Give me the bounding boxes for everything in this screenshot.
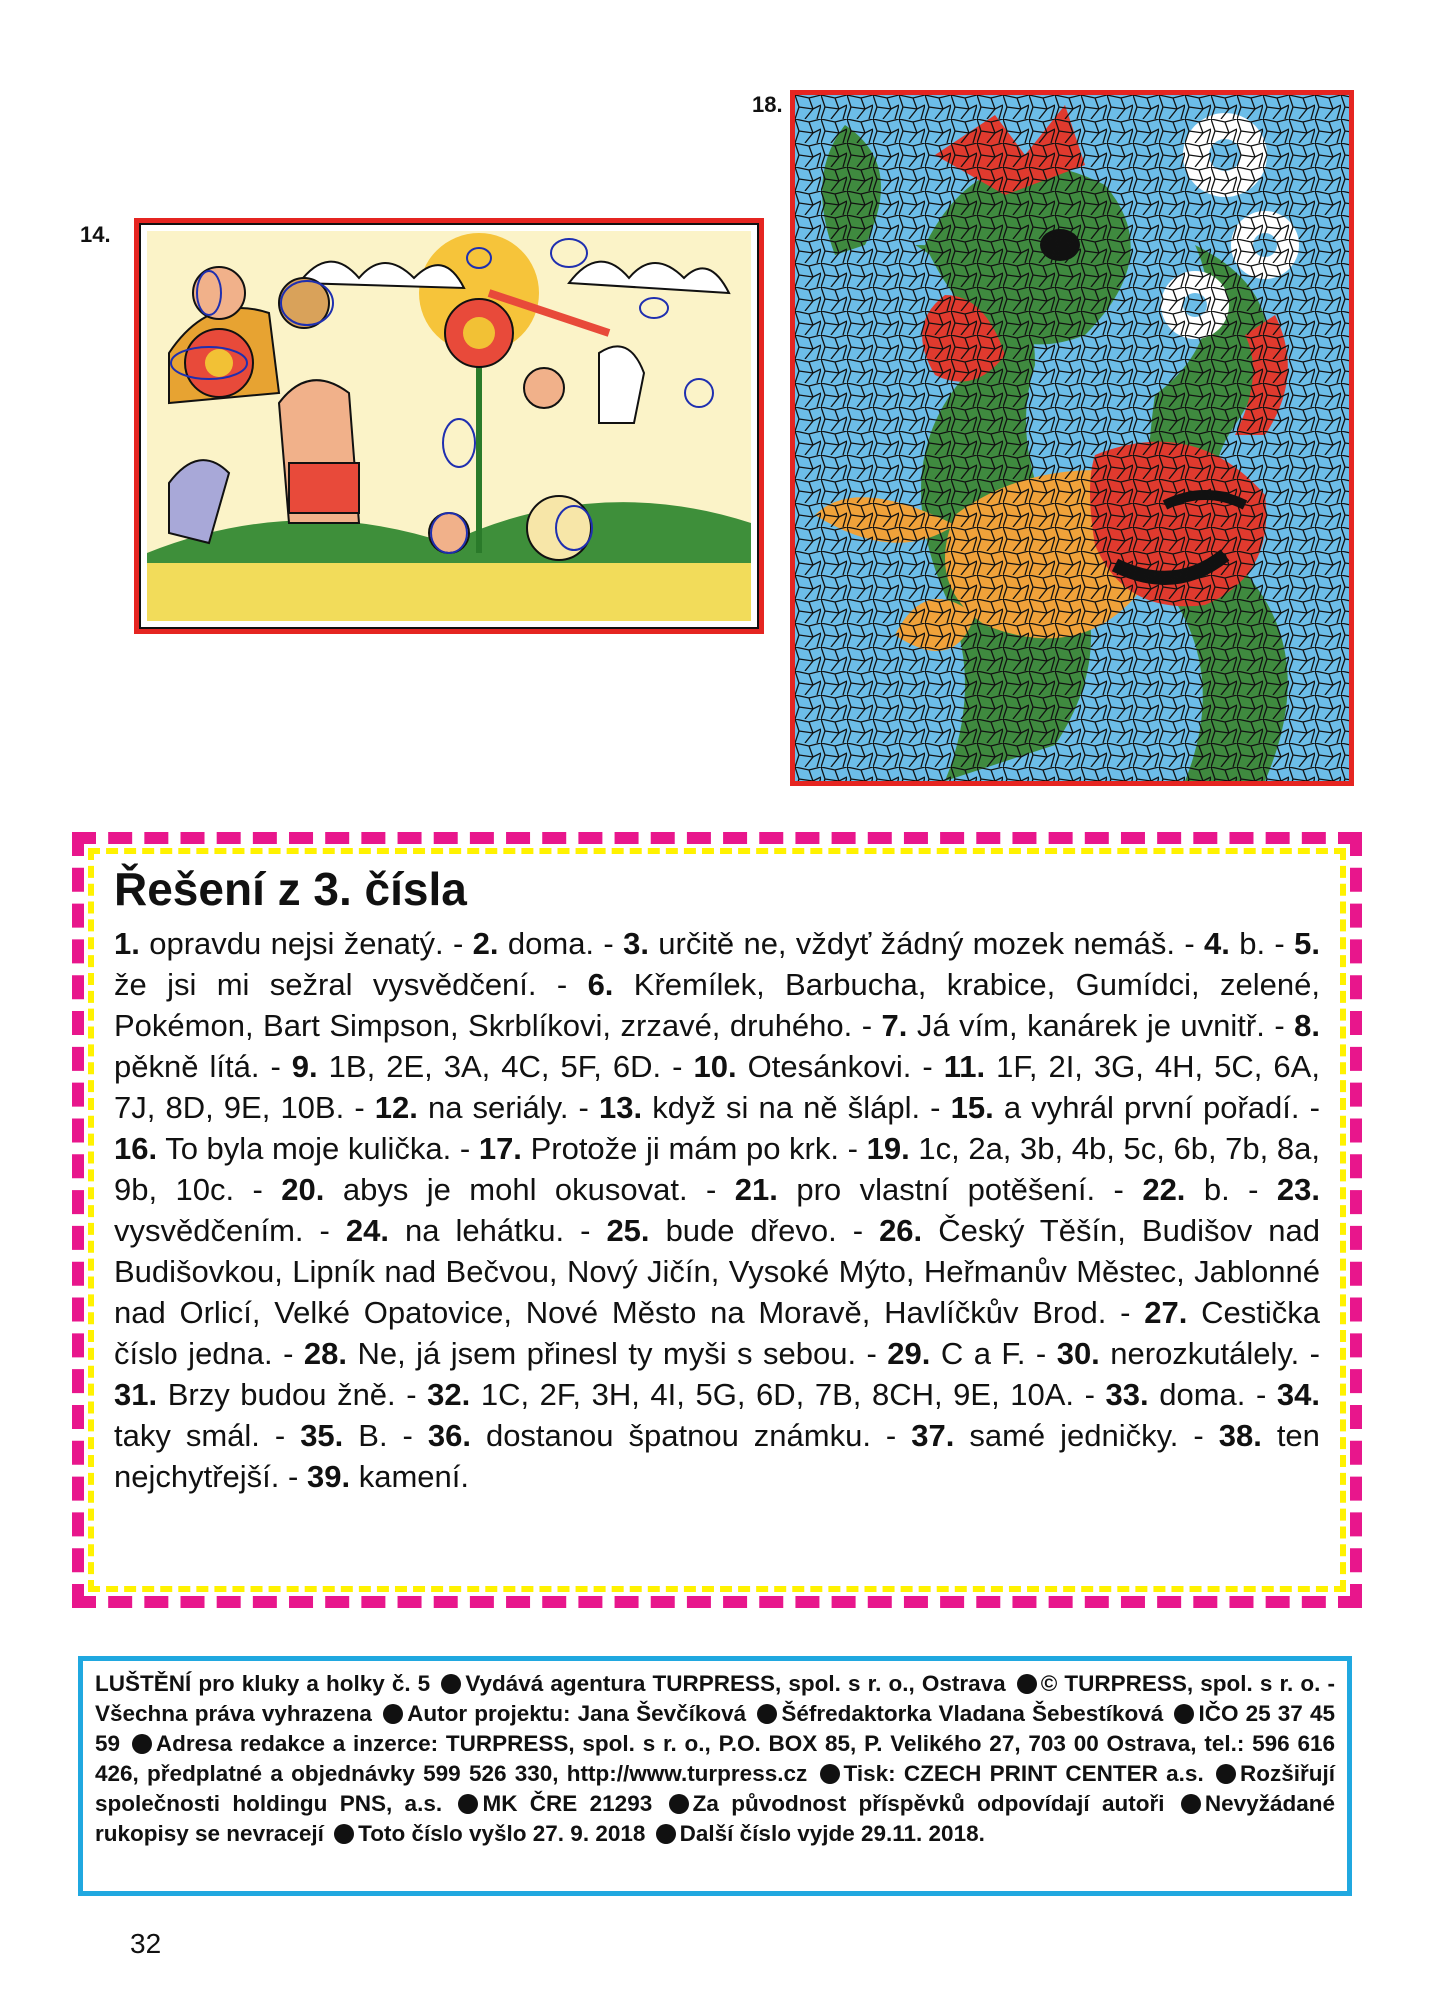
solution-answer: ten nejchytřejší. - bbox=[114, 1417, 1320, 1494]
solution-answer: na lehátku. - bbox=[405, 1212, 591, 1248]
bullet-dot-icon bbox=[132, 1734, 152, 1754]
bullet-dot-icon bbox=[757, 1704, 777, 1724]
solution-number: 32. bbox=[427, 1376, 471, 1412]
solution-number: 31. bbox=[114, 1376, 158, 1412]
bullet-dot-icon bbox=[458, 1794, 478, 1814]
imprint-item: Tisk: CZECH PRINT CENTER a.s. bbox=[843, 1761, 1204, 1786]
solution-answer: pro vlastní potěšení. - bbox=[796, 1171, 1124, 1207]
solutions-box bbox=[72, 832, 1362, 1608]
solution-answer: Ne, já jsem přinesl ty myši s sebou. - bbox=[357, 1335, 877, 1371]
solution-answer: C a F. - bbox=[940, 1335, 1047, 1371]
solution-number: 13. bbox=[598, 1089, 643, 1125]
imprint-item: Rozšiřují společnosti holdingu PNS, a.s. bbox=[95, 1761, 1335, 1816]
solution-number: 16. bbox=[114, 1130, 158, 1166]
imprint-item: Autor projektu: Jana Ševčíková bbox=[407, 1701, 747, 1726]
page-number: 32 bbox=[130, 1928, 162, 1959]
solution-number: 22. bbox=[1142, 1171, 1186, 1207]
solution-answer: nerozkutálely. - bbox=[1110, 1335, 1320, 1371]
solution-answer: Křemílek, Barbucha, krabice, Gumídci, zelené, Pokémon, Bart Simpson, Skrblíkovi, zrzavé, druhého. - bbox=[114, 966, 1320, 1043]
mosaic-illustration bbox=[795, 95, 1349, 781]
imprint-item: Další číslo vyjde 29.11. 2018. bbox=[679, 1821, 985, 1846]
solution-number: 19. bbox=[866, 1130, 910, 1166]
solution-number: 37. bbox=[911, 1417, 955, 1453]
solution-number: 29. bbox=[887, 1335, 931, 1371]
solution-number: 9. bbox=[291, 1048, 318, 1084]
imprint-item: MK ČRE 21293 bbox=[482, 1791, 653, 1816]
solution-answer: Otesánkovi. - bbox=[747, 1048, 933, 1084]
solution-number: 8. bbox=[1294, 1007, 1320, 1043]
bullet-dot-icon bbox=[1174, 1704, 1194, 1724]
solution-number: 34. bbox=[1276, 1376, 1320, 1412]
bullet-dot-icon bbox=[441, 1674, 461, 1694]
solution-answer: samé jedničky. - bbox=[969, 1417, 1204, 1453]
solution-answer: a vyhrál první pořadí. - bbox=[1003, 1089, 1320, 1125]
solution-answer: když si na ně šlápl. - bbox=[652, 1089, 941, 1125]
solution-answer: b. - bbox=[1203, 1171, 1259, 1207]
cartoon-scene-illustration bbox=[139, 223, 759, 629]
solution-number: 11. bbox=[943, 1048, 986, 1084]
figure-14-label: 14. bbox=[80, 222, 111, 247]
solution-answer: B. - bbox=[358, 1417, 413, 1453]
solution-number: 21. bbox=[734, 1171, 778, 1207]
solutions-text bbox=[114, 923, 1320, 1497]
solution-number: 4. bbox=[1204, 925, 1230, 961]
solution-answer: taky smál. - bbox=[114, 1417, 286, 1453]
solution-number: 10. bbox=[693, 1048, 737, 1084]
solution-answer: 1C, 2F, 3H, 4I, 5G, 6D, 7B, 8CH, 9E, 10A. - bbox=[480, 1376, 1095, 1412]
solution-number: 23. bbox=[1276, 1171, 1321, 1207]
solution-answer: doma. - bbox=[507, 925, 614, 961]
solutions-title: Řešení z 3. čísla bbox=[114, 863, 467, 915]
bullet-dot-icon bbox=[820, 1764, 840, 1784]
solution-number: 7. bbox=[881, 1007, 908, 1043]
solution-number: 27. bbox=[1144, 1294, 1188, 1330]
solution-number: 35. bbox=[300, 1417, 344, 1453]
imprint-item: Adresa redakce a inzerce: TURPRESS, spol. s r. o., P.O. BOX 85, P. Velikého 27, 703 00 Ostrava, tel.: 596 616 426, předplatné a objednávky 599 526 330, http://www.turpress.cz bbox=[95, 1731, 1335, 1786]
solution-answer: určitě ne, vždyť žádný mozek nemáš. - bbox=[658, 925, 1195, 961]
imprint-item: Toto číslo vyšlo 27. 9. 2018 bbox=[358, 1821, 646, 1846]
solution-answer: 1c, 2a, 3b, 4b, 5c, 6b, 7b, 8a, 9b, 10c. - bbox=[114, 1130, 1320, 1207]
bullet-dot-icon bbox=[656, 1824, 676, 1844]
figure-14-image bbox=[134, 218, 764, 634]
figure-18-label: 18. bbox=[752, 92, 783, 117]
solution-answer: pěkně lítá. - bbox=[114, 1048, 281, 1084]
solution-number: 30. bbox=[1056, 1335, 1100, 1371]
solution-answer: Cestička číslo jedna. - bbox=[114, 1294, 1320, 1371]
bullet-dot-icon bbox=[334, 1824, 354, 1844]
solution-number: 17. bbox=[478, 1130, 522, 1166]
solution-answer: Brzy budou žně. - bbox=[167, 1376, 417, 1412]
solution-answer: dostanou špatnou známku. - bbox=[485, 1417, 897, 1453]
imprint-item: Nevyžádané rukopisy se nevracejí bbox=[95, 1791, 1335, 1846]
solution-number: 25. bbox=[606, 1212, 650, 1248]
solution-number: 5. bbox=[1294, 925, 1320, 961]
imprint-box bbox=[78, 1656, 1352, 1896]
solution-number: 24. bbox=[345, 1212, 389, 1248]
bullet-dot-icon bbox=[669, 1794, 689, 1814]
bullet-dot-icon bbox=[1017, 1674, 1037, 1694]
solution-number: 3. bbox=[623, 925, 649, 961]
solution-answer: Český Těšín, Budišov nad Budišovkou, Lipník nad Bečvou, Nový Jičín, Vysoké Mýto, Heřmanův Městec, Jablonné nad Orlicí, Velké Opatovice, Nové Město na Moravě, Havlíčkův Brod. - bbox=[114, 1212, 1320, 1330]
solution-number: 20. bbox=[281, 1171, 325, 1207]
imprint-item: Za původnost příspěvků odpovídají autoři bbox=[692, 1791, 1165, 1816]
solution-answer: 1B, 2E, 3A, 4C, 5F, 6D. - bbox=[328, 1048, 683, 1084]
imprint-item: © TURPRESS, spol. s r. o. - Všechna práva vyhrazena bbox=[95, 1671, 1335, 1726]
imprint-item: IČO 25 37 45 59 bbox=[95, 1701, 1335, 1756]
solution-answer: že jsi mi sežral vysvědčení. - bbox=[114, 966, 568, 1002]
solution-number: 2. bbox=[472, 925, 499, 961]
solution-number: 6. bbox=[587, 966, 614, 1002]
bullet-dot-icon bbox=[383, 1704, 403, 1724]
solution-answer: abys je mohl okusovat. - bbox=[342, 1171, 717, 1207]
solution-number: 38. bbox=[1218, 1417, 1262, 1453]
solution-number: 39. bbox=[306, 1458, 351, 1494]
solution-number: 26. bbox=[879, 1212, 923, 1248]
imprint-item: LUŠTĚNÍ pro kluky a holky č. 5 bbox=[95, 1671, 431, 1696]
solution-number: 36. bbox=[427, 1417, 471, 1453]
solution-answer: kamení. bbox=[358, 1458, 469, 1494]
solution-answer: vysvědčením. - bbox=[114, 1212, 330, 1248]
figure-18-image bbox=[790, 90, 1354, 786]
imprint-text bbox=[95, 1669, 1335, 1849]
solution-answer: bude dřevo. - bbox=[665, 1212, 864, 1248]
bullet-dot-icon bbox=[1216, 1764, 1236, 1784]
solution-answer: b. - bbox=[1239, 925, 1285, 961]
solution-number: 12. bbox=[374, 1089, 418, 1125]
solution-answer: doma. - bbox=[1159, 1376, 1267, 1412]
solution-answer: na seriály. - bbox=[427, 1089, 589, 1125]
imprint-item: Vydává agentura TURPRESS, spol. s r. o., Ostrava bbox=[465, 1671, 1006, 1696]
solution-number: 33. bbox=[1105, 1376, 1149, 1412]
solution-answer: opravdu nejsi ženatý. - bbox=[149, 925, 464, 961]
solution-answer: To byla moje kulička. - bbox=[165, 1130, 471, 1166]
bullet-dot-icon bbox=[1181, 1794, 1201, 1814]
solution-number: 28. bbox=[303, 1335, 347, 1371]
solution-answer: Já vím, kanárek je uvnitř. - bbox=[916, 1007, 1285, 1043]
solution-number: 1. bbox=[114, 925, 140, 961]
solution-number: 15. bbox=[950, 1089, 994, 1125]
solution-answer: Protože ji mám po krk. - bbox=[530, 1130, 858, 1166]
solution-answer: 1F, 2I, 3G, 4H, 5C, 6A, 7J, 8D, 9E, 10B. - bbox=[114, 1048, 1320, 1125]
imprint-item: Šéfredaktorka Vladana Šebestíková bbox=[781, 1701, 1164, 1726]
